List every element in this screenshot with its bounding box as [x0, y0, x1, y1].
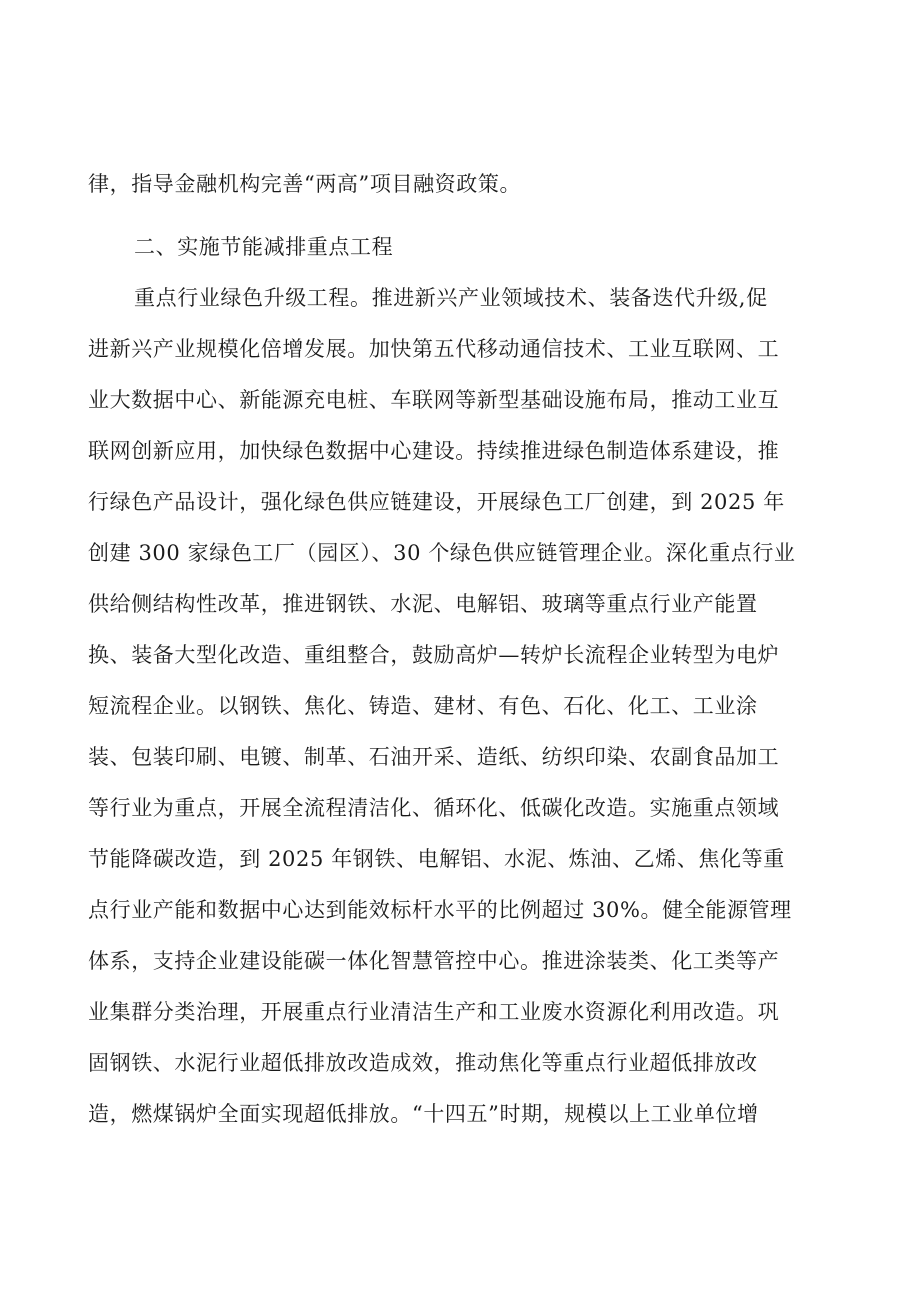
section-heading: 二、实施节能减排重点工程: [134, 235, 394, 259]
paragraph-first-line: 重点行业绿色升级工程。推进新兴产业领域技术、装备迭代升级,促: [134, 286, 768, 310]
paragraph-line: 业集群分类治理，开展重点行业清洁生产和工业废水资源化利用改造。巩: [88, 1000, 780, 1024]
paragraph-line: 联网创新应用，加快绿色数据中心建设。持续推进绿色制造体系建设，推: [88, 439, 780, 463]
paragraph-line: 点行业产能和数据中心达到能效标杆水平的比例超过 30%。健全能源管理: [88, 898, 792, 922]
paragraph-line: 等行业为重点，开展全流程清洁化、循环化、低碳化改造。实施重点领域: [88, 796, 780, 820]
paragraph-line: 节能降碳改造，到 2025 年钢铁、电解铝、水泥、炼油、乙烯、焦化等重: [88, 847, 785, 871]
paragraph-line: 行绿色产品设计，强化绿色供应链建设，开展绿色工厂创建，到 2025 年: [88, 490, 785, 514]
paragraph-line: 短流程企业。以钢铁、焦化、铸造、建材、有色、石化、化工、工业涂: [88, 694, 758, 718]
paragraph-line: 供给侧结构性改革，推进钢铁、水泥、电解铝、玻璃等重点行业产能置: [88, 592, 758, 616]
paragraph-line: 固钢铁、水泥行业超低排放改造成效，推动焦化等重点行业超低排放改: [88, 1051, 758, 1075]
paragraph-line: 装、包装印刷、电镀、制革、石油开采、造纸、纺织印染、农副食品加工: [88, 745, 780, 769]
paragraph-line: 体系，支持企业建设能碳一体化智慧管控中心。推进涂装类、化工类等产: [88, 949, 780, 973]
paragraph-continuation-line: 律，指导金融机构完善“两高”项目融资政策。: [88, 172, 522, 196]
paragraph-line: 进新兴产业规模化倍增发展。加快第五代移动通信技术、工业互联网、工: [88, 337, 780, 361]
paragraph-line: 换、装备大型化改造、重组整合，鼓励高炉—转炉长流程企业转型为电炉: [88, 643, 780, 667]
paragraph-line: 创建 300 家绿色工厂（园区）、30 个绿色供应链管理企业。深化重点行业: [88, 541, 796, 565]
paragraph-line: 业大数据中心、新能源充电桩、车联网等新型基础设施布局，推动工业互: [88, 388, 780, 412]
paragraph-line: 造，燃煤锅炉全面实现超低排放。“十四五”时期，规模以上工业单位增: [88, 1102, 759, 1126]
